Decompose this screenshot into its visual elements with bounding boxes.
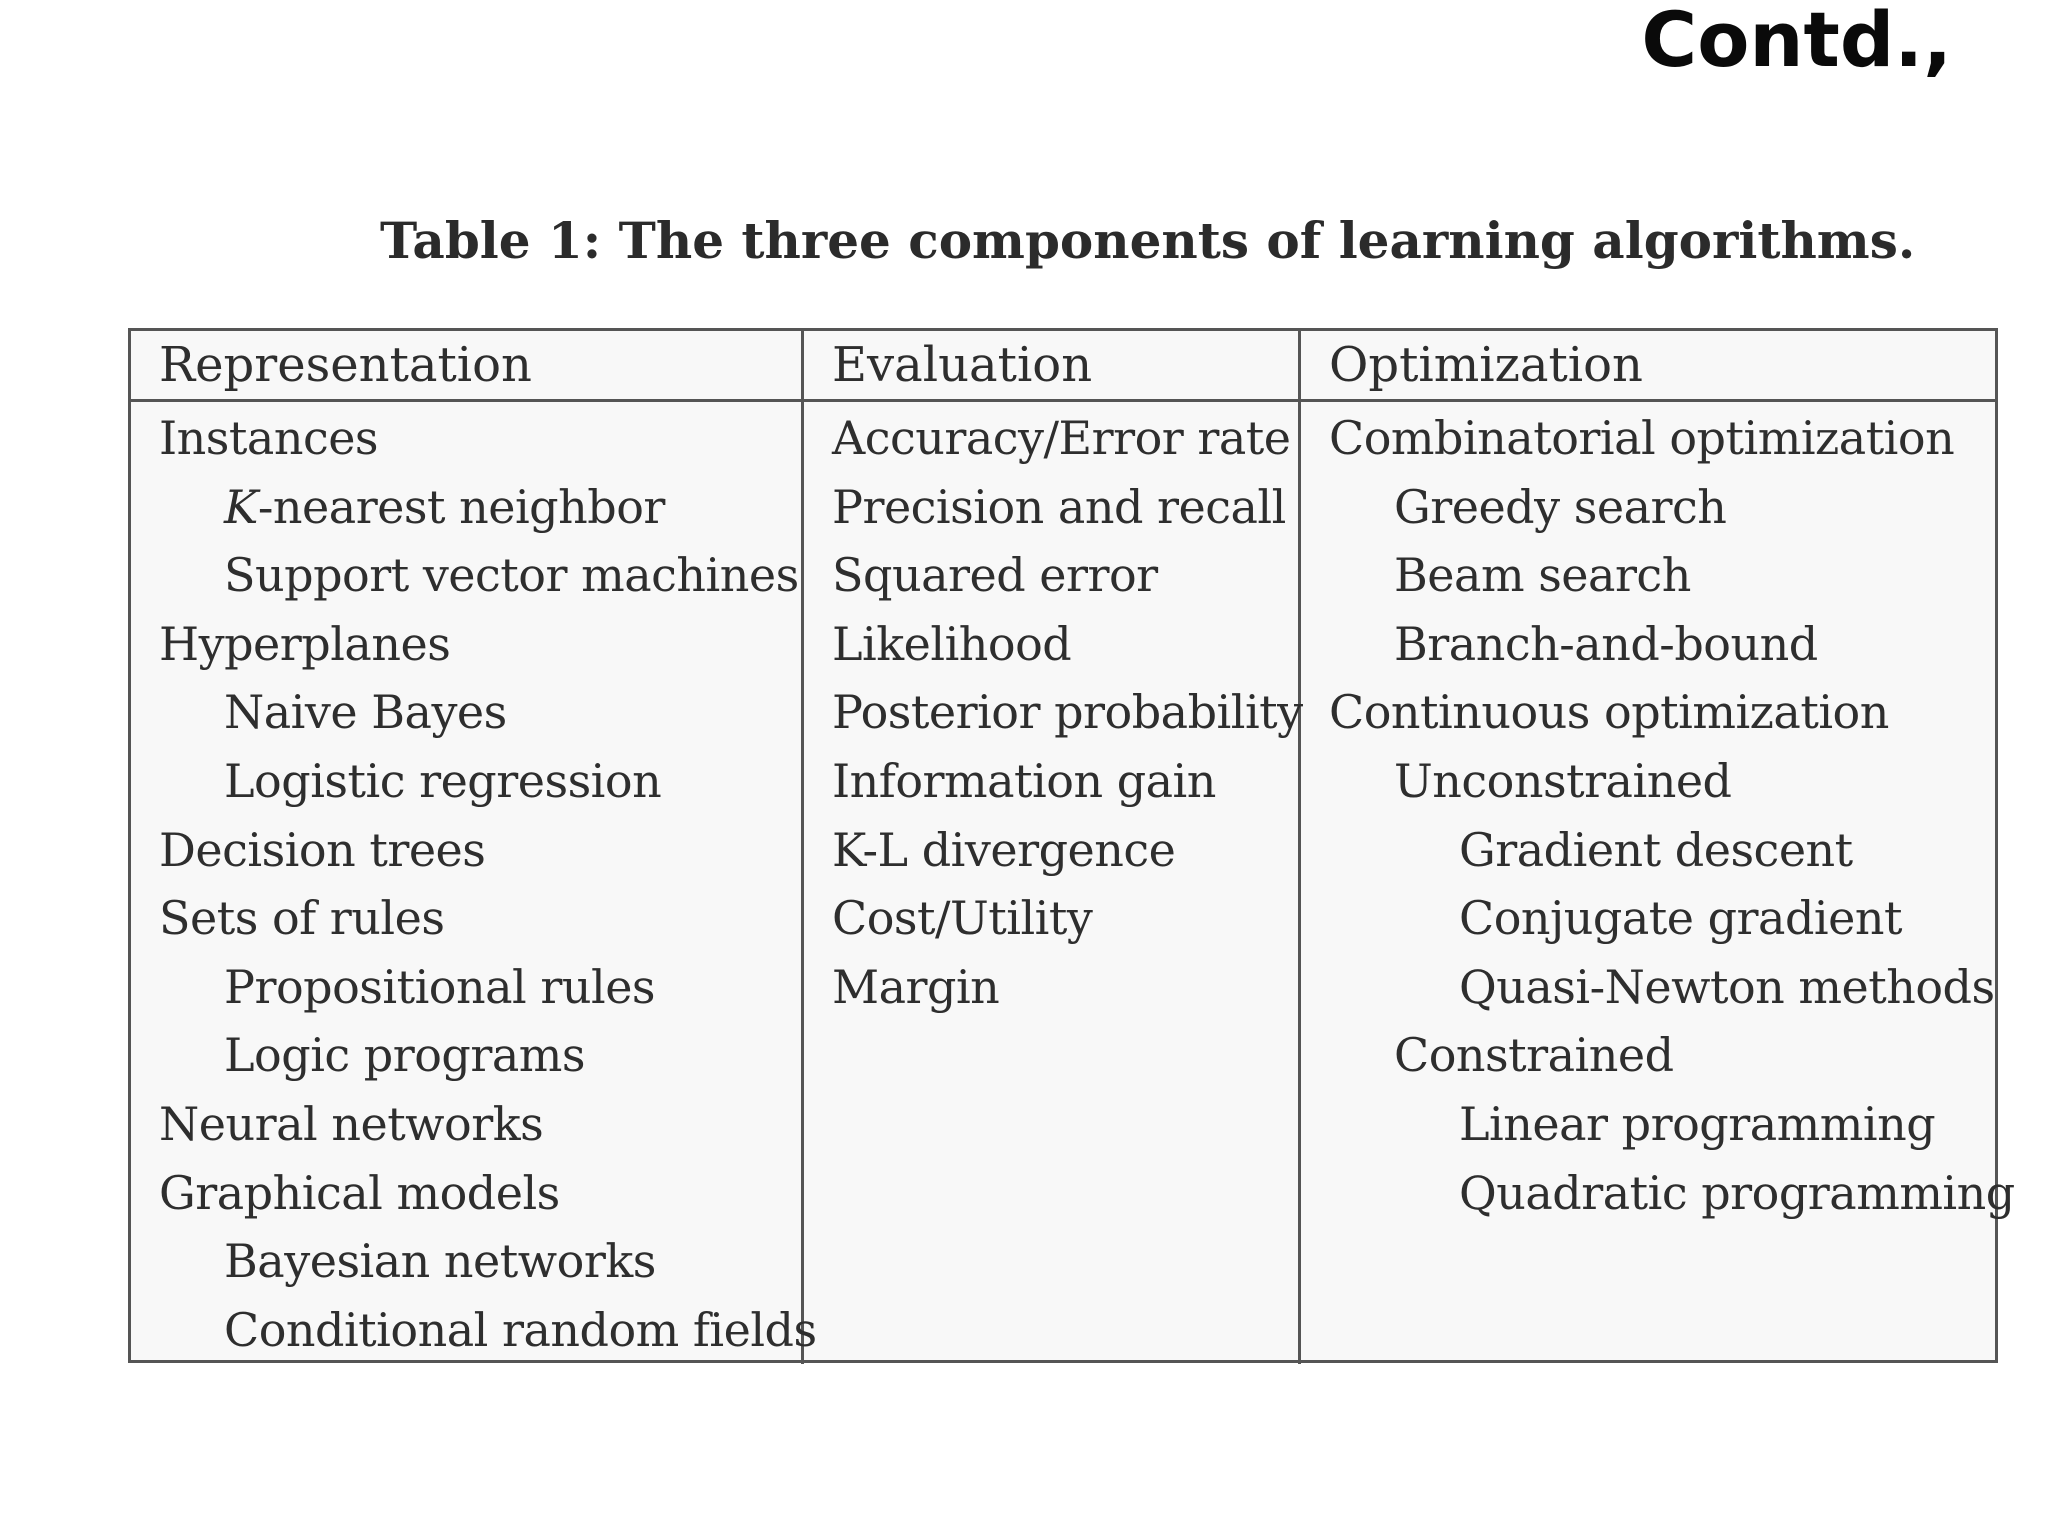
representation-entry-italic: K: [224, 479, 258, 534]
optimization-entry-text: Conjugate gradient: [1459, 891, 1902, 946]
representation-entry-text: -nearest neighbor: [257, 479, 665, 534]
optimization-entry-text: Linear programming: [1459, 1096, 1936, 1151]
optimization-entry: [1301, 1159, 2015, 1228]
evaluation-entry: [804, 610, 1298, 679]
evaluation-entry-text: Posterior probability: [832, 685, 1303, 740]
representation-entry: [131, 884, 801, 953]
optimization-entry-text: Branch-and-bound: [1394, 616, 1818, 671]
representation-entry-text: Propositional rules: [224, 959, 656, 1014]
optimization-entry: [1301, 816, 2015, 885]
representation-entry-text: Decision trees: [159, 822, 486, 877]
optimization-entry: [1301, 473, 2015, 542]
representation-entry: [131, 953, 801, 1022]
representation-entry: [131, 541, 801, 610]
optimization-entry-text: Continuous optimization: [1329, 685, 1889, 740]
optimization-entry-text: Gradient descent: [1459, 822, 1853, 877]
representation-entry-text: Logic programs: [224, 1028, 585, 1083]
evaluation-entry-text: K-L divergence: [832, 822, 1176, 877]
optimization-entry-text: Unconstrained: [1394, 753, 1732, 808]
representation-entry: [131, 1021, 801, 1090]
evaluation-entry-text: Squared error: [832, 548, 1158, 603]
representation-entry-text: Hyperplanes: [159, 616, 451, 671]
optimization-entry-text: Greedy search: [1394, 479, 1727, 534]
evaluation-column: [804, 402, 1301, 1364]
optimization-entry-text: Beam search: [1394, 548, 1691, 603]
representation-entry: [131, 816, 801, 885]
header-optimization: Optimization: [1329, 337, 1643, 393]
optimization-entry-text: Constrained: [1394, 1028, 1674, 1083]
table-caption: Table 1: The three components of learning algorithms.: [380, 211, 1916, 270]
representation-entry-text: Logistic regression: [224, 753, 662, 808]
evaluation-entry: [804, 473, 1298, 542]
representation-entry-text: Support vector machines: [224, 548, 799, 603]
evaluation-entry-text: Information gain: [832, 753, 1216, 808]
evaluation-entry-text: Accuracy/Error rate: [832, 411, 1291, 465]
optimization-entry: [1301, 610, 2015, 679]
optimization-entry: [1301, 541, 2015, 610]
representation-entry-text: Neural networks: [159, 1096, 544, 1151]
evaluation-entry-text: Margin: [832, 959, 1000, 1014]
optimization-entry-text: Quasi-Newton methods: [1459, 959, 1995, 1014]
header-representation: Representation: [131, 331, 804, 399]
optimization-entry: [1301, 1090, 2015, 1159]
optimization-entry: [1301, 678, 2015, 747]
representation-column: [131, 402, 817, 1364]
evaluation-entry: [804, 816, 1298, 885]
optimization-column: [1301, 402, 2015, 1364]
table-header-row: [131, 331, 1995, 402]
evaluation-entry-text: Precision and recall: [832, 479, 1286, 534]
representation-entry: [131, 1159, 801, 1228]
components-table: [128, 328, 2015, 1363]
optimization-entry-text: Combinatorial optimization: [1329, 411, 1955, 465]
evaluation-entry: [804, 404, 1298, 473]
evaluation-entry: [804, 747, 1298, 816]
optimization-entry-text: Quadratic programming: [1459, 1165, 2015, 1220]
evaluation-entry: [804, 884, 1298, 953]
representation-entry: [131, 1090, 801, 1159]
evaluation-entry-text: Cost/Utility: [832, 891, 1093, 946]
optimization-entry: [1301, 404, 2015, 473]
representation-entry: [131, 678, 801, 747]
slide-heading: Contd.,: [1641, 0, 1952, 84]
representation-entry: [131, 747, 801, 816]
representation-entry: [131, 1296, 817, 1365]
evaluation-entry: [804, 953, 1298, 1022]
representation-entry: [131, 404, 801, 473]
evaluation-entry: [804, 541, 1298, 610]
optimization-entry: [1301, 953, 2015, 1022]
representation-entry-text: Conditional random fields: [224, 1302, 817, 1357]
representation-entry-text: Bayesian networks: [224, 1234, 656, 1289]
optimization-entry: [1301, 1021, 2015, 1090]
optimization-entry: [1301, 747, 2015, 816]
representation-entry-text: Naive Bayes: [224, 685, 507, 740]
evaluation-entry: [804, 678, 1303, 747]
table-body-row: [131, 402, 2015, 1364]
optimization-entry: [1301, 884, 2015, 953]
representation-entry: [131, 1227, 801, 1296]
evaluation-entry-text: Likelihood: [832, 616, 1072, 671]
representation-entry-text: Sets of rules: [159, 891, 445, 946]
representation-entry: [131, 610, 801, 679]
representation-entry: [131, 473, 801, 542]
representation-entry-text: Instances: [159, 411, 379, 465]
header-evaluation: Evaluation: [804, 331, 1301, 399]
representation-entry-text: Graphical models: [159, 1165, 560, 1220]
